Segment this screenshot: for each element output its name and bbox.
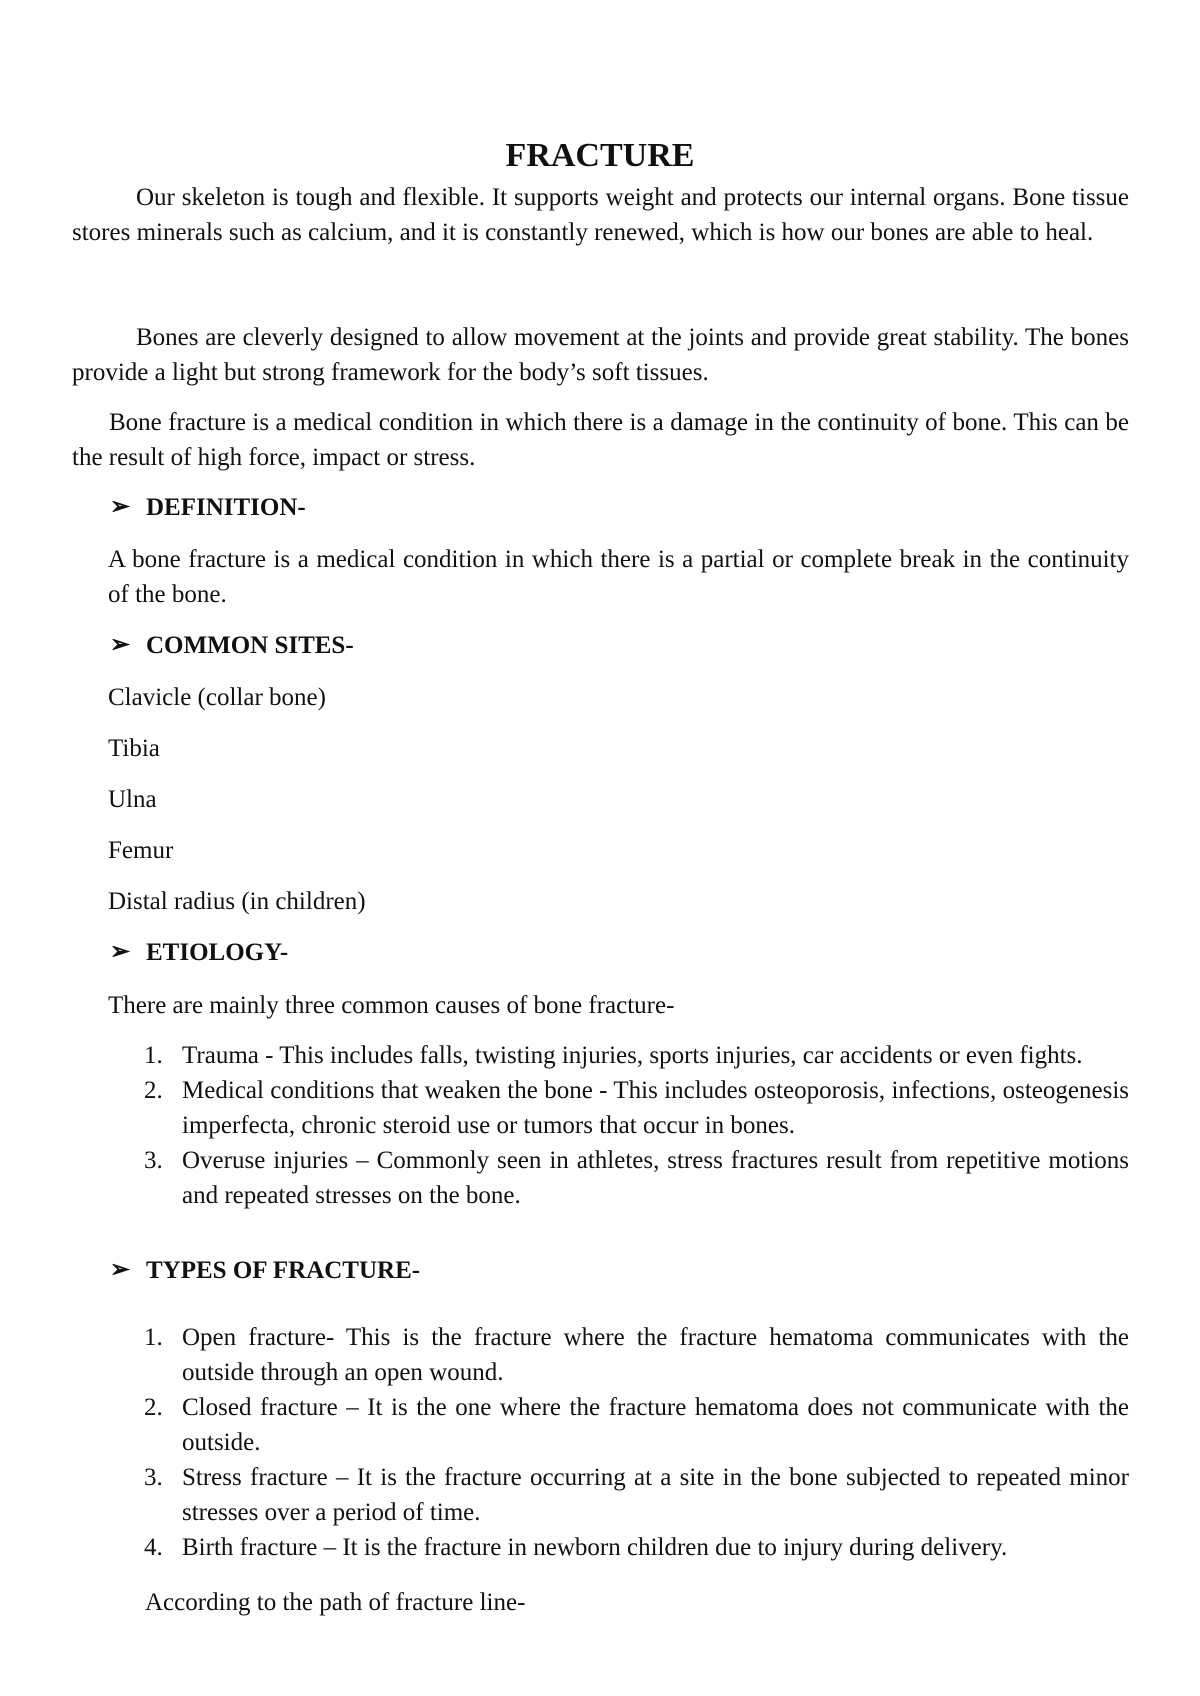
etiology-list xyxy=(108,1038,1129,1213)
common-site-item: Ulna xyxy=(108,786,157,813)
etiology-intro: There are mainly three common causes of bone fracture- xyxy=(108,992,675,1019)
list-item xyxy=(108,1530,1129,1565)
list-number: 1. xyxy=(144,1324,163,1351)
list-item xyxy=(108,1073,1129,1143)
list-number: 4. xyxy=(144,1534,163,1561)
list-item-text: Birth fracture – It is the fracture in newborn children due to injury during delivery. xyxy=(182,1534,1008,1561)
list-item xyxy=(108,1390,1129,1460)
definition-text: A bone fracture is a medical condition in which there is a partial or complete break in the continuity of the bone. xyxy=(108,546,1129,608)
common-sites-heading xyxy=(110,628,354,663)
intro-paragraph-3: Bone fracture is a medical condition in which there is a damage in the continuity of bone. This can be the result of high force, impact or stress. xyxy=(72,409,1129,471)
intro-paragraph-1: Our skeleton is tough and flexible. It supports weight and protects our internal organs. Bone tissue stores minerals such as calcium, and it is constantly renewed, which is how our bones are able to heal. xyxy=(72,184,1129,246)
types-heading-label: TYPES OF FRACTURE- xyxy=(146,1257,421,1284)
list-number: 2. xyxy=(144,1077,163,1104)
fracture-types-list xyxy=(108,1320,1129,1565)
common-sites-heading-label: COMMON SITES- xyxy=(146,632,354,659)
types-footer: According to the path of fracture line- xyxy=(145,1589,526,1616)
list-item xyxy=(108,1460,1129,1530)
list-number: 3. xyxy=(144,1464,163,1491)
common-site-item: Tibia xyxy=(108,735,160,762)
definition-heading-label: DEFINITION- xyxy=(146,494,306,521)
common-site-item: Femur xyxy=(108,837,174,864)
common-site-item: Clavicle (collar bone) xyxy=(108,684,326,711)
list-number: 1. xyxy=(144,1042,163,1069)
list-item-text: Closed fracture – It is the one where the fracture hematoma does not communicate with the outside. xyxy=(182,1394,1129,1456)
list-number: 2. xyxy=(144,1394,163,1421)
arrow-bullet-icon: ➢ xyxy=(110,494,131,520)
etiology-heading-label: ETIOLOGY- xyxy=(146,939,289,966)
list-number: 3. xyxy=(144,1147,163,1174)
page-title: FRACTURE xyxy=(505,137,695,174)
definition-heading xyxy=(110,490,306,525)
etiology-heading xyxy=(110,935,288,970)
list-item xyxy=(108,1143,1129,1213)
list-item-text: Stress fracture – It is the fracture occurring at a site in the bone subjected to repeated minor stresses over a period of time. xyxy=(182,1464,1129,1526)
list-item xyxy=(108,1038,1129,1073)
arrow-bullet-icon: ➢ xyxy=(110,1257,131,1283)
arrow-bullet-icon: ➢ xyxy=(110,939,131,965)
intro-paragraph-2: Bones are cleverly designed to allow movement at the joints and provide great stability. The bones provide a light but strong framework for the body’s soft tissues. xyxy=(72,324,1129,386)
types-heading xyxy=(110,1253,420,1288)
list-item-text: Medical conditions that weaken the bone - This includes osteoporosis, infections, osteogenesis imperfecta, chronic steroid use or tumors that occur in bones. xyxy=(182,1077,1129,1139)
list-item xyxy=(108,1320,1129,1390)
list-item-text: Overuse injuries – Commonly seen in athletes, stress fractures result from repetitive motions and repeated stresses on the bone. xyxy=(182,1147,1129,1209)
arrow-bullet-icon: ➢ xyxy=(110,632,131,658)
common-site-item: Distal radius (in children) xyxy=(108,888,366,915)
list-item-text: Open fracture- This is the fracture where the fracture hematoma communicates with the outside through an open wound. xyxy=(182,1324,1129,1386)
list-item-text: Trauma - This includes falls, twisting injuries, sports injuries, car accidents or even fights. xyxy=(182,1042,1083,1069)
